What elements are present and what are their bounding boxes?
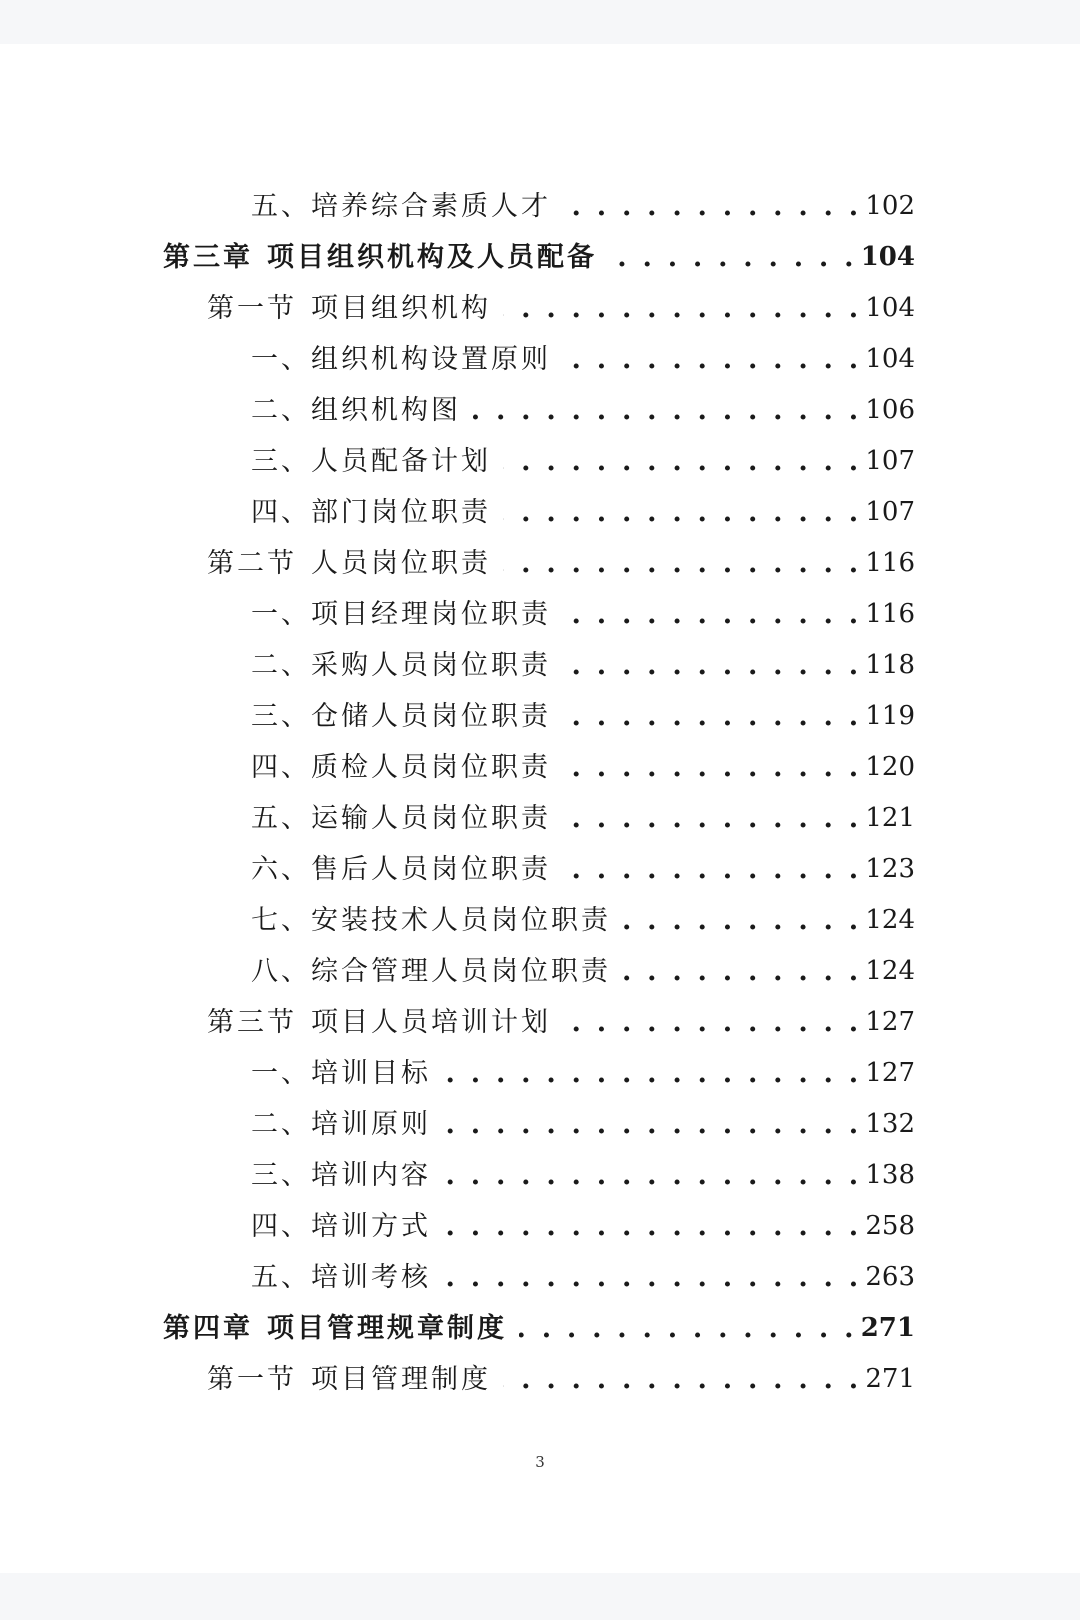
dot-leader bbox=[563, 181, 861, 232]
toc-entry-label bbox=[251, 436, 491, 487]
toc-entry bbox=[0, 1048, 1080, 1099]
toc-entry-page: 116 bbox=[865, 548, 915, 578]
toc-entry-page: 102 bbox=[865, 191, 915, 221]
dot-leader bbox=[503, 487, 861, 538]
toc-entry-label bbox=[207, 1354, 491, 1405]
toc-entry bbox=[0, 844, 1080, 895]
toc-entry bbox=[0, 232, 1080, 283]
toc-entry-title: 项目管理制度 bbox=[311, 1364, 491, 1395]
toc-entry-page: 138 bbox=[865, 1160, 915, 1190]
toc-entry-title: 人员配备计划 bbox=[311, 446, 491, 477]
toc-entry-page: 132 bbox=[865, 1109, 915, 1139]
toc-entry-number: 三、 bbox=[251, 1160, 311, 1191]
toc-entry-title: 人员岗位职责 bbox=[311, 548, 491, 579]
toc-entry bbox=[0, 793, 1080, 844]
toc-entry-label bbox=[251, 742, 551, 793]
toc-entry bbox=[0, 997, 1080, 1048]
toc-entry-label bbox=[251, 385, 461, 436]
toc-entry-title: 培养综合素质人才 bbox=[311, 191, 551, 222]
dot-leader bbox=[609, 232, 857, 283]
toc-entry-title: 项目管理规章制度 bbox=[267, 1313, 507, 1344]
dot-leader bbox=[563, 844, 861, 895]
toc-entry-label bbox=[163, 1303, 507, 1354]
toc-entry-number: 三、 bbox=[251, 446, 311, 477]
toc-entry-label bbox=[251, 793, 551, 844]
toc-entry bbox=[0, 895, 1080, 946]
toc-entry-page: 123 bbox=[865, 854, 915, 884]
toc-entry-label bbox=[251, 844, 551, 895]
toc-entry-label bbox=[251, 1048, 431, 1099]
toc-entry-label bbox=[163, 232, 597, 283]
toc-entry-page: 107 bbox=[865, 497, 915, 527]
toc-entry-number: 五、 bbox=[251, 803, 311, 834]
toc-entry-page: 104 bbox=[865, 344, 915, 374]
toc-entry bbox=[0, 1150, 1080, 1201]
toc-entry-page: 120 bbox=[865, 752, 915, 782]
top-band bbox=[0, 0, 1080, 44]
toc-entry-page: 104 bbox=[860, 242, 915, 272]
dot-leader bbox=[503, 436, 861, 487]
toc-entry bbox=[0, 1303, 1080, 1354]
toc-entry-label bbox=[251, 487, 491, 538]
dot-leader bbox=[563, 589, 861, 640]
toc-entry-number: 一、 bbox=[251, 599, 311, 630]
toc-entry-title: 组织机构设置原则 bbox=[311, 344, 551, 375]
toc-entry-title: 项目人员培训计划 bbox=[311, 1007, 551, 1038]
toc-entry bbox=[0, 1252, 1080, 1303]
toc-entry-number: 二、 bbox=[251, 1109, 311, 1140]
toc-entry-number: 第二节 bbox=[207, 548, 297, 579]
dot-leader bbox=[563, 997, 861, 1048]
toc-entry-title: 售后人员岗位职责 bbox=[311, 854, 551, 885]
toc-entry-page: 107 bbox=[865, 446, 915, 476]
toc-entry-title: 仓储人员岗位职责 bbox=[311, 701, 551, 732]
dot-leader bbox=[503, 1354, 861, 1405]
toc-entry-page: 127 bbox=[865, 1058, 915, 1088]
toc-entry-number: 第四章 bbox=[163, 1313, 253, 1344]
dot-leader bbox=[519, 1303, 857, 1354]
toc-entry-title: 项目经理岗位职责 bbox=[311, 599, 551, 630]
dot-leader bbox=[623, 946, 861, 997]
toc-entry-label bbox=[251, 691, 551, 742]
dot-leader bbox=[503, 283, 861, 334]
toc-entry bbox=[0, 691, 1080, 742]
dot-leader bbox=[623, 895, 861, 946]
toc-entry-title: 综合管理人员岗位职责 bbox=[311, 956, 611, 987]
toc-entry-page: 263 bbox=[865, 1262, 915, 1292]
toc-entry bbox=[0, 1201, 1080, 1252]
dot-leader bbox=[563, 793, 861, 844]
toc-entry-page: 127 bbox=[865, 1007, 915, 1037]
toc-entry-number: 八、 bbox=[251, 956, 311, 987]
toc-entry-label bbox=[251, 640, 551, 691]
toc-entry-label bbox=[251, 334, 551, 385]
toc-entry-number: 五、 bbox=[251, 191, 311, 222]
toc-entry-number: 第三节 bbox=[207, 1007, 297, 1038]
toc-entry-number: 第一节 bbox=[207, 1364, 297, 1395]
toc-entry-title: 组织机构图 bbox=[311, 395, 461, 426]
dot-leader bbox=[443, 1252, 861, 1303]
dot-leader bbox=[443, 1048, 861, 1099]
dot-leader bbox=[443, 1150, 861, 1201]
toc-entry bbox=[0, 589, 1080, 640]
toc-entry bbox=[0, 436, 1080, 487]
toc-entry-label bbox=[207, 283, 491, 334]
dot-leader bbox=[563, 640, 861, 691]
toc-entry-label bbox=[251, 1099, 431, 1150]
toc-entry-label bbox=[207, 997, 551, 1048]
toc-entry-label bbox=[251, 181, 551, 232]
page-number: 3 bbox=[535, 1453, 545, 1471]
bottom-band bbox=[0, 1573, 1080, 1620]
toc-entry-label bbox=[251, 946, 611, 997]
dot-leader bbox=[503, 538, 861, 589]
toc-entry bbox=[0, 640, 1080, 691]
dot-leader bbox=[563, 691, 861, 742]
toc-entry-title: 培训考核 bbox=[311, 1262, 431, 1293]
toc-entry-label bbox=[251, 1150, 431, 1201]
toc-entry bbox=[0, 487, 1080, 538]
toc-entry-number: 二、 bbox=[251, 395, 311, 426]
dot-leader bbox=[563, 742, 861, 793]
toc-entry-number: 四、 bbox=[251, 497, 311, 528]
toc-entry-title: 项目组织机构及人员配备 bbox=[267, 242, 597, 273]
toc-entry-label bbox=[251, 589, 551, 640]
toc-entry-number: 七、 bbox=[251, 905, 311, 936]
toc-entry-title: 运输人员岗位职责 bbox=[311, 803, 551, 834]
toc-entry-title: 项目组织机构 bbox=[311, 293, 491, 324]
toc-entry-title: 培训目标 bbox=[311, 1058, 431, 1089]
toc-entry-title: 部门岗位职责 bbox=[311, 497, 491, 528]
toc-entry-page: 124 bbox=[865, 905, 915, 935]
toc-entry-label bbox=[251, 895, 611, 946]
toc-entry-label bbox=[207, 538, 491, 589]
toc-entry bbox=[0, 334, 1080, 385]
toc-entry-label bbox=[251, 1252, 431, 1303]
toc-entry-page: 121 bbox=[865, 803, 915, 833]
toc-entry-number: 四、 bbox=[251, 752, 311, 783]
toc-entry-page: 104 bbox=[865, 293, 915, 323]
toc-entry bbox=[0, 742, 1080, 793]
toc-entry bbox=[0, 946, 1080, 997]
toc-entry-number: 六、 bbox=[251, 854, 311, 885]
toc-entry bbox=[0, 538, 1080, 589]
toc-entry-page: 118 bbox=[865, 650, 915, 680]
toc-entry-title: 安装技术人员岗位职责 bbox=[311, 905, 611, 936]
toc-entry-page: 271 bbox=[865, 1364, 915, 1394]
toc-entry bbox=[0, 1354, 1080, 1405]
toc-entry-title: 培训内容 bbox=[311, 1160, 431, 1191]
toc-entry-page: 124 bbox=[865, 956, 915, 986]
toc-entry bbox=[0, 181, 1080, 232]
toc-entry-page: 106 bbox=[865, 395, 915, 425]
toc-entry-title: 培训原则 bbox=[311, 1109, 431, 1140]
toc-entry-number: 四、 bbox=[251, 1211, 311, 1242]
toc-entry-number: 二、 bbox=[251, 650, 311, 681]
toc-entry bbox=[0, 1099, 1080, 1150]
dot-leader bbox=[443, 1201, 861, 1252]
toc-entry-page: 258 bbox=[865, 1211, 915, 1241]
toc-entry-label bbox=[251, 1201, 431, 1252]
toc-entry-title: 培训方式 bbox=[311, 1211, 431, 1242]
toc-entry-number: 第三章 bbox=[163, 242, 253, 273]
toc-entry-number: 第一节 bbox=[207, 293, 297, 324]
toc-entry-number: 三、 bbox=[251, 701, 311, 732]
toc-entry-title: 采购人员岗位职责 bbox=[311, 650, 551, 681]
toc-entry-page: 271 bbox=[860, 1313, 915, 1343]
toc-entry-number: 一、 bbox=[251, 1058, 311, 1089]
toc-entry-number: 五、 bbox=[251, 1262, 311, 1293]
dot-leader bbox=[443, 1099, 861, 1150]
toc-entry bbox=[0, 385, 1080, 436]
toc-entry bbox=[0, 283, 1080, 334]
dot-leader bbox=[473, 385, 861, 436]
toc-entry-page: 116 bbox=[865, 599, 915, 629]
toc-entry-title: 质检人员岗位职责 bbox=[311, 752, 551, 783]
toc-entry-page: 119 bbox=[865, 701, 915, 731]
table-of-contents bbox=[0, 181, 1080, 1405]
dot-leader bbox=[563, 334, 861, 385]
toc-entry-number: 一、 bbox=[251, 344, 311, 375]
